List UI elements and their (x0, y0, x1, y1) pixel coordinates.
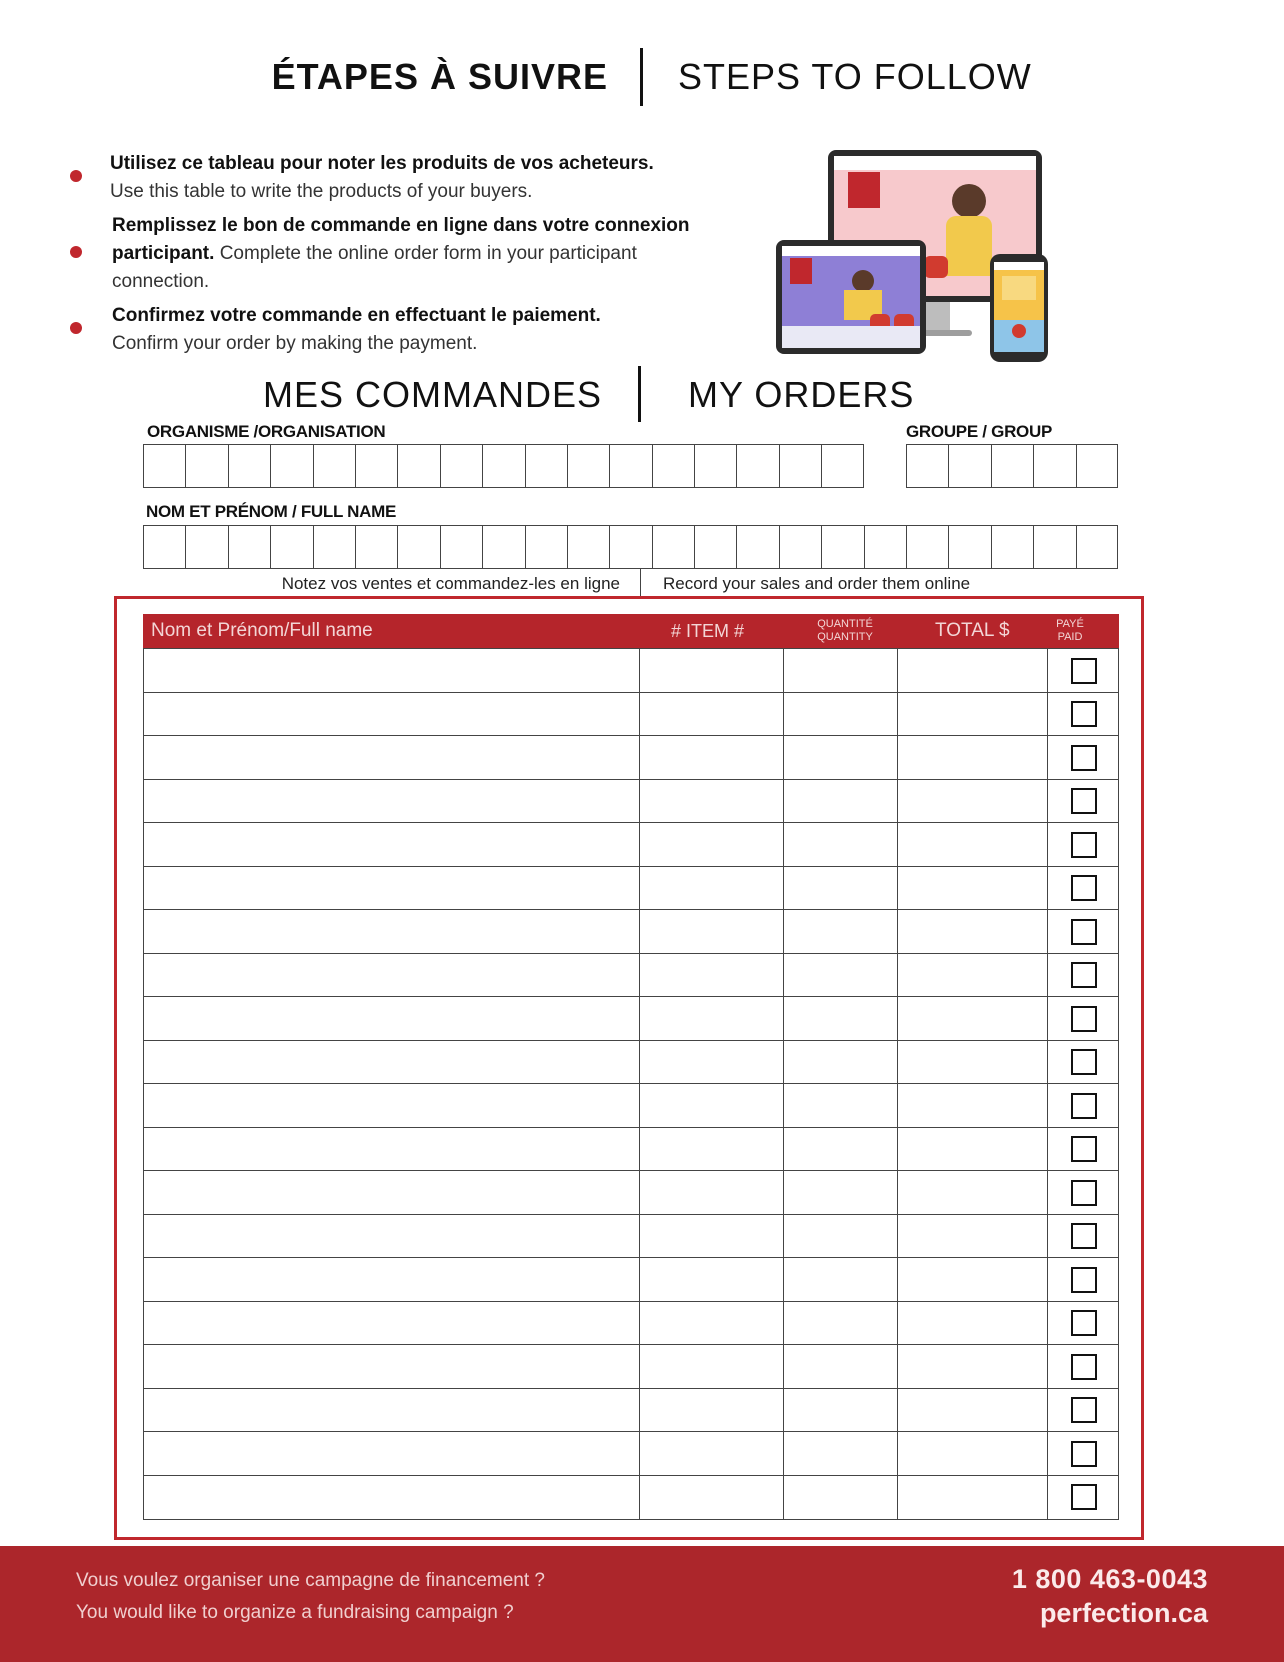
letter-box[interactable] (440, 444, 482, 488)
orders-table-body (143, 648, 1119, 1520)
table-row (144, 867, 1118, 911)
bullet-dot-icon (70, 322, 82, 334)
letter-box[interactable] (270, 525, 312, 569)
checkbox-icon[interactable] (1071, 1180, 1097, 1206)
letter-box[interactable] (313, 525, 355, 569)
letter-box[interactable] (567, 444, 609, 488)
footer-question-fr: Vous voulez organiser une campagne de financement ? (76, 1570, 545, 1591)
checkbox-icon[interactable] (1071, 919, 1097, 945)
step-3-fr: Confirmez votre commande en effectuant le paiement. (112, 305, 601, 326)
step-3-en: Confirm your order by making the payment. (112, 333, 478, 354)
letter-box[interactable] (821, 525, 863, 569)
letter-box[interactable] (864, 525, 906, 569)
checkbox-icon[interactable] (1071, 1049, 1097, 1075)
checkbox-icon[interactable] (1071, 1354, 1097, 1380)
letter-box[interactable] (609, 444, 651, 488)
step-1-fr: Utilisez ce tableau pour noter les produits de vos acheteurs. (110, 153, 654, 174)
table-row (144, 1389, 1118, 1433)
col-quantity-en: QUANTITY (817, 631, 873, 643)
letter-box[interactable] (355, 525, 397, 569)
note-fr: Notez vos ventes et commandez-les en ligne (281, 574, 620, 593)
footer-question-en: You would like to organize a fundraising campaign ? (76, 1602, 514, 1623)
letter-box[interactable] (1076, 525, 1118, 569)
table-row (144, 649, 1118, 693)
fullname-label: NOM ET PRÉNOM / FULL NAME (146, 502, 397, 521)
step-1-en: Use this table to write the products of your buyers. (110, 181, 533, 202)
table-row (144, 954, 1118, 998)
tablet-screen (782, 246, 920, 348)
step-2-en: Complete the online order form in your participant connection. (112, 243, 637, 292)
checkbox-icon[interactable] (1071, 1310, 1097, 1336)
checkbox-icon[interactable] (1071, 1441, 1097, 1467)
letter-box[interactable] (1033, 525, 1075, 569)
letter-box[interactable] (736, 525, 778, 569)
letter-box[interactable] (397, 525, 439, 569)
letter-box[interactable] (736, 444, 778, 488)
phone-screen (994, 262, 1044, 352)
letter-box[interactable] (228, 444, 270, 488)
step-1 (110, 150, 730, 206)
table-row (144, 1476, 1118, 1520)
letter-box[interactable] (948, 525, 990, 569)
letter-box[interactable] (143, 525, 185, 569)
checkbox-icon[interactable] (1071, 1223, 1097, 1249)
phone-device (990, 254, 1048, 362)
table-row (144, 910, 1118, 954)
devices-illustration (770, 148, 1070, 368)
title-en: STEPS TO FOLLOW (678, 56, 1032, 97)
group-field[interactable] (906, 444, 1118, 488)
table-row (144, 1302, 1118, 1346)
col-total-header: TOTAL $ (935, 620, 1010, 641)
letter-box[interactable] (694, 444, 736, 488)
note-en: Record your sales and order them online (663, 574, 971, 593)
checkbox-icon[interactable] (1071, 658, 1097, 684)
col-paid-fr: PAYÉ (1056, 618, 1084, 630)
step-2 (112, 212, 712, 296)
table-row (144, 1041, 1118, 1085)
letter-box[interactable] (948, 444, 990, 488)
letter-box[interactable] (228, 525, 270, 569)
tablet-device (776, 240, 926, 354)
bullet-dot-icon (70, 170, 82, 182)
col-name-header: Nom et Prénom/Full name (151, 620, 373, 641)
letter-box[interactable] (143, 444, 185, 488)
col-paid-en: PAID (1057, 631, 1083, 643)
letter-box[interactable] (397, 444, 439, 488)
table-row (144, 1258, 1118, 1302)
organisation-label: ORGANISME /ORGANISATION (147, 422, 386, 441)
table-row (144, 1128, 1118, 1172)
checkbox-icon[interactable] (1071, 832, 1097, 858)
letter-box[interactable] (567, 525, 609, 569)
checkbox-icon[interactable] (1071, 1484, 1097, 1510)
letter-box[interactable] (313, 444, 355, 488)
title-divider (640, 48, 643, 106)
table-row (144, 693, 1118, 737)
col-quantity-header (803, 614, 887, 648)
letter-box[interactable] (355, 444, 397, 488)
title-fr: ÉTAPES À SUIVRE (271, 56, 608, 97)
table-row (144, 736, 1118, 780)
checkbox-icon[interactable] (1071, 962, 1097, 988)
col-paid-header (1043, 614, 1097, 648)
checkbox-icon[interactable] (1071, 788, 1097, 814)
step-3 (112, 302, 732, 358)
letter-box[interactable] (185, 444, 227, 488)
table-row (144, 1171, 1118, 1215)
checkbox-icon[interactable] (1071, 875, 1097, 901)
letter-box[interactable] (779, 525, 821, 569)
letter-box[interactable] (906, 525, 948, 569)
orders-title-fr: MES COMMANDES (262, 374, 602, 415)
letter-box[interactable] (991, 525, 1033, 569)
letter-box[interactable] (991, 444, 1033, 488)
organisation-field[interactable] (143, 444, 864, 488)
footer-website-link[interactable]: perfection.ca (1039, 1598, 1208, 1628)
col-item-header: # ITEM # (671, 620, 745, 641)
letter-box[interactable] (440, 525, 482, 569)
checkbox-icon[interactable] (1071, 745, 1097, 771)
checkbox-icon[interactable] (1071, 701, 1097, 727)
col-quantity-fr: QUANTITÉ (817, 618, 873, 630)
letter-box[interactable] (609, 525, 651, 569)
checkbox-icon[interactable] (1071, 1267, 1097, 1293)
orders-table-header (143, 614, 1119, 648)
orders-title-en: MY ORDERS (688, 374, 915, 415)
letter-box[interactable] (270, 444, 312, 488)
bullet-dot-icon (70, 246, 82, 258)
table-row (144, 1345, 1118, 1389)
table-row (144, 1432, 1118, 1476)
letter-box[interactable] (1076, 444, 1118, 488)
letter-box[interactable] (652, 525, 694, 569)
letter-box[interactable] (482, 525, 524, 569)
letter-box[interactable] (1033, 444, 1075, 488)
table-row (144, 780, 1118, 824)
group-label: GROUPE / GROUP (906, 422, 1052, 441)
table-row (144, 823, 1118, 867)
letter-box[interactable] (525, 525, 567, 569)
letter-box[interactable] (652, 444, 694, 488)
step-2-fr: Remplissez le bon de commande en ligne dans votre connexion participant. (112, 215, 690, 264)
checkbox-icon[interactable] (1071, 1136, 1097, 1162)
letter-box[interactable] (185, 525, 227, 569)
checkbox-icon[interactable] (1071, 1093, 1097, 1119)
table-row (144, 1215, 1118, 1259)
letter-box[interactable] (821, 444, 863, 488)
note-divider (640, 568, 641, 596)
letter-box[interactable] (779, 444, 821, 488)
letter-box[interactable] (694, 525, 736, 569)
checkbox-icon[interactable] (1071, 1006, 1097, 1032)
fullname-field[interactable] (143, 525, 1118, 569)
letter-box[interactable] (482, 444, 524, 488)
footer-phone[interactable]: 1 800 463-0043 (1011, 1564, 1208, 1594)
letter-box[interactable] (906, 444, 948, 488)
orders-title-divider (638, 366, 641, 422)
table-row (144, 997, 1118, 1041)
checkbox-icon[interactable] (1071, 1397, 1097, 1423)
letter-box[interactable] (525, 444, 567, 488)
table-row (144, 1084, 1118, 1128)
